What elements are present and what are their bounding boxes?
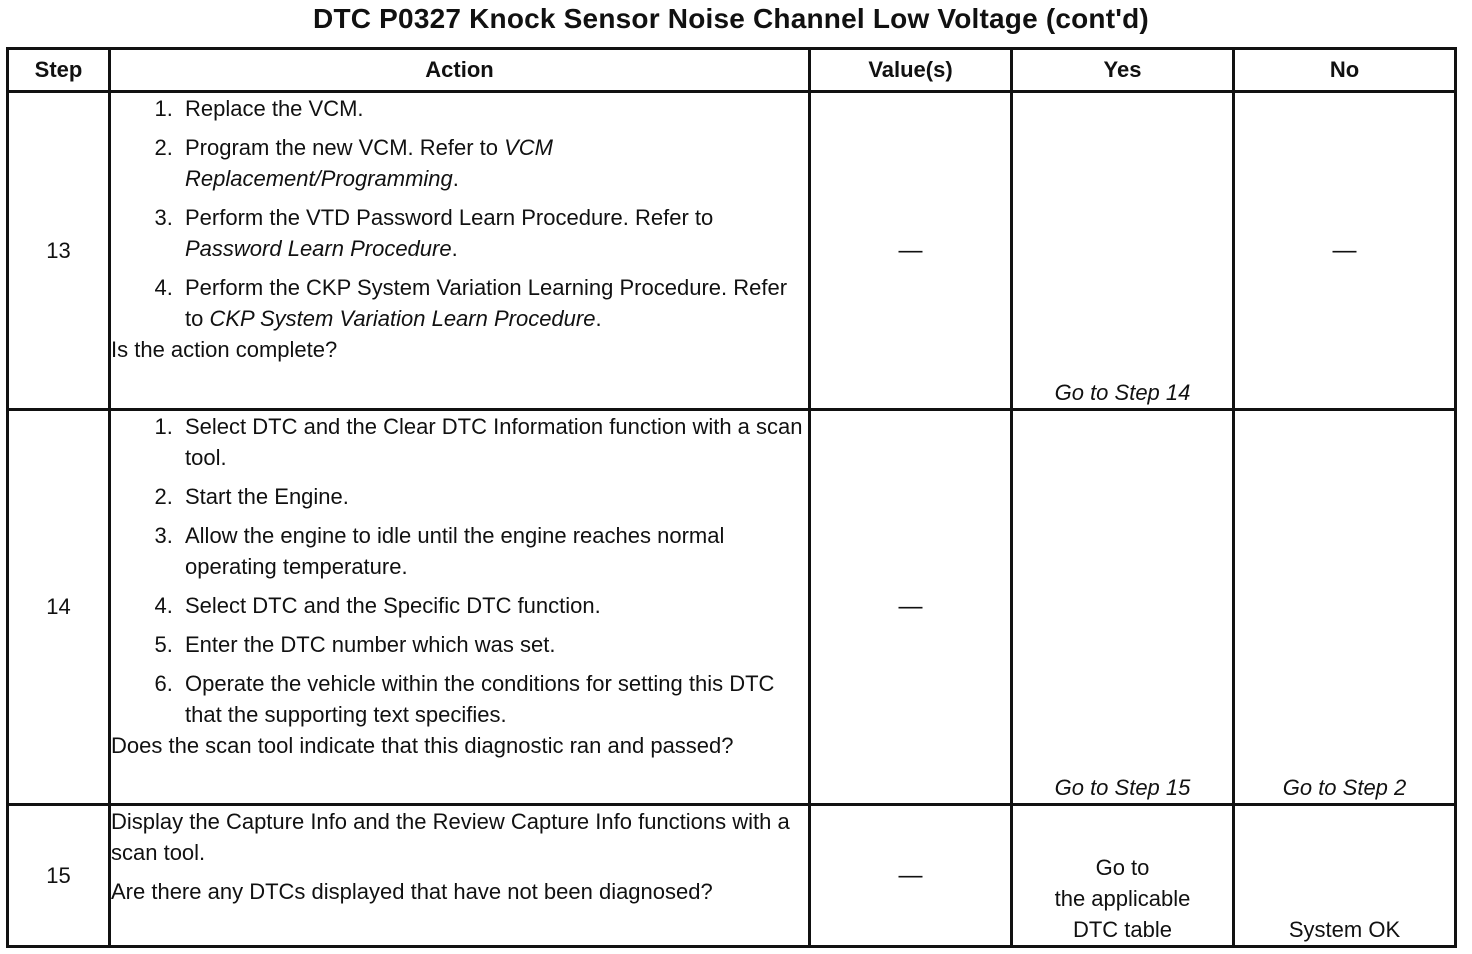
yes-result: Go to Step 14 [1012,92,1234,410]
yes-result-line: DTC table [1072,917,1173,942]
header-step: Step [8,49,110,92]
list-item: 3. Perform the VTD Password Learn Procedure. Refer to Password Learn Procedure. [179,202,808,264]
header-no: No [1234,49,1456,92]
value-cell: — [810,805,1012,947]
action-question: Are there any DTCs displayed that have not been diagnosed? [111,879,713,904]
procedure-reference: CKP System Variation Learn Procedure [209,306,596,331]
no-result: Go to Step 2 [1234,410,1456,805]
header-values: Value(s) [810,49,1012,92]
list-item: 4. Select DTC and the Specific DTC function. [179,590,808,621]
action-cell [110,410,810,805]
step-number: 14 [8,410,110,805]
list-item: 4. Perform the CKP System Variation Learning Procedure. Refer to CKP System Variation Learn Procedure. [179,272,808,334]
header-row [8,49,1456,92]
yes-result-line: Go to [1095,855,1150,880]
action-cell [110,805,810,947]
action-steps-list [111,93,808,334]
table-row-step-14 [8,410,1456,805]
step-number: 15 [8,805,110,947]
step-number: 13 [8,92,110,410]
no-result: System OK [1234,805,1456,947]
list-item: 5. Enter the DTC number which was set. [179,629,808,660]
header-action: Action [110,49,810,92]
yes-result [1012,805,1234,947]
list-item: 2. Program the new VCM. Refer to VCM Replacement/Programming. [179,132,808,194]
list-item: 6. Operate the vehicle within the conditions for setting this DTC that the supporting text specifies. [179,668,808,730]
list-item: 1. Replace the VCM. [179,93,808,124]
procedure-reference: Password Learn Procedure [185,236,452,261]
diagnostic-table [6,47,1457,948]
table-row-step-15 [8,805,1456,947]
action-question: Does the scan tool indicate that this diagnostic ran and passed? [111,733,734,758]
no-result: — [1234,92,1456,410]
action-steps-list [111,411,808,730]
list-item: 2. Start the Engine. [179,481,808,512]
action-instruction: Display the Capture Info and the Review Capture Info functions with a scan tool. [111,809,790,865]
table-row-step-13 [8,92,1456,410]
action-question: Is the action complete? [111,337,338,362]
page-title: DTC P0327 Knock Sensor Noise Channel Low Voltage (cont'd) [313,3,1149,34]
yes-result-line: the applicable [1054,886,1191,911]
list-item: 1. Select DTC and the Clear DTC Information function with a scan tool. [179,411,808,473]
action-cell [110,92,810,410]
list-item: 3. Allow the engine to idle until the engine reaches normal operating temperature. [179,520,808,582]
yes-result: Go to Step 15 [1012,410,1234,805]
value-cell: — [810,410,1012,805]
value-cell: — [810,92,1012,410]
procedure-reference: VCM Replacement/Programming [185,135,554,191]
header-yes: Yes [1012,49,1234,92]
